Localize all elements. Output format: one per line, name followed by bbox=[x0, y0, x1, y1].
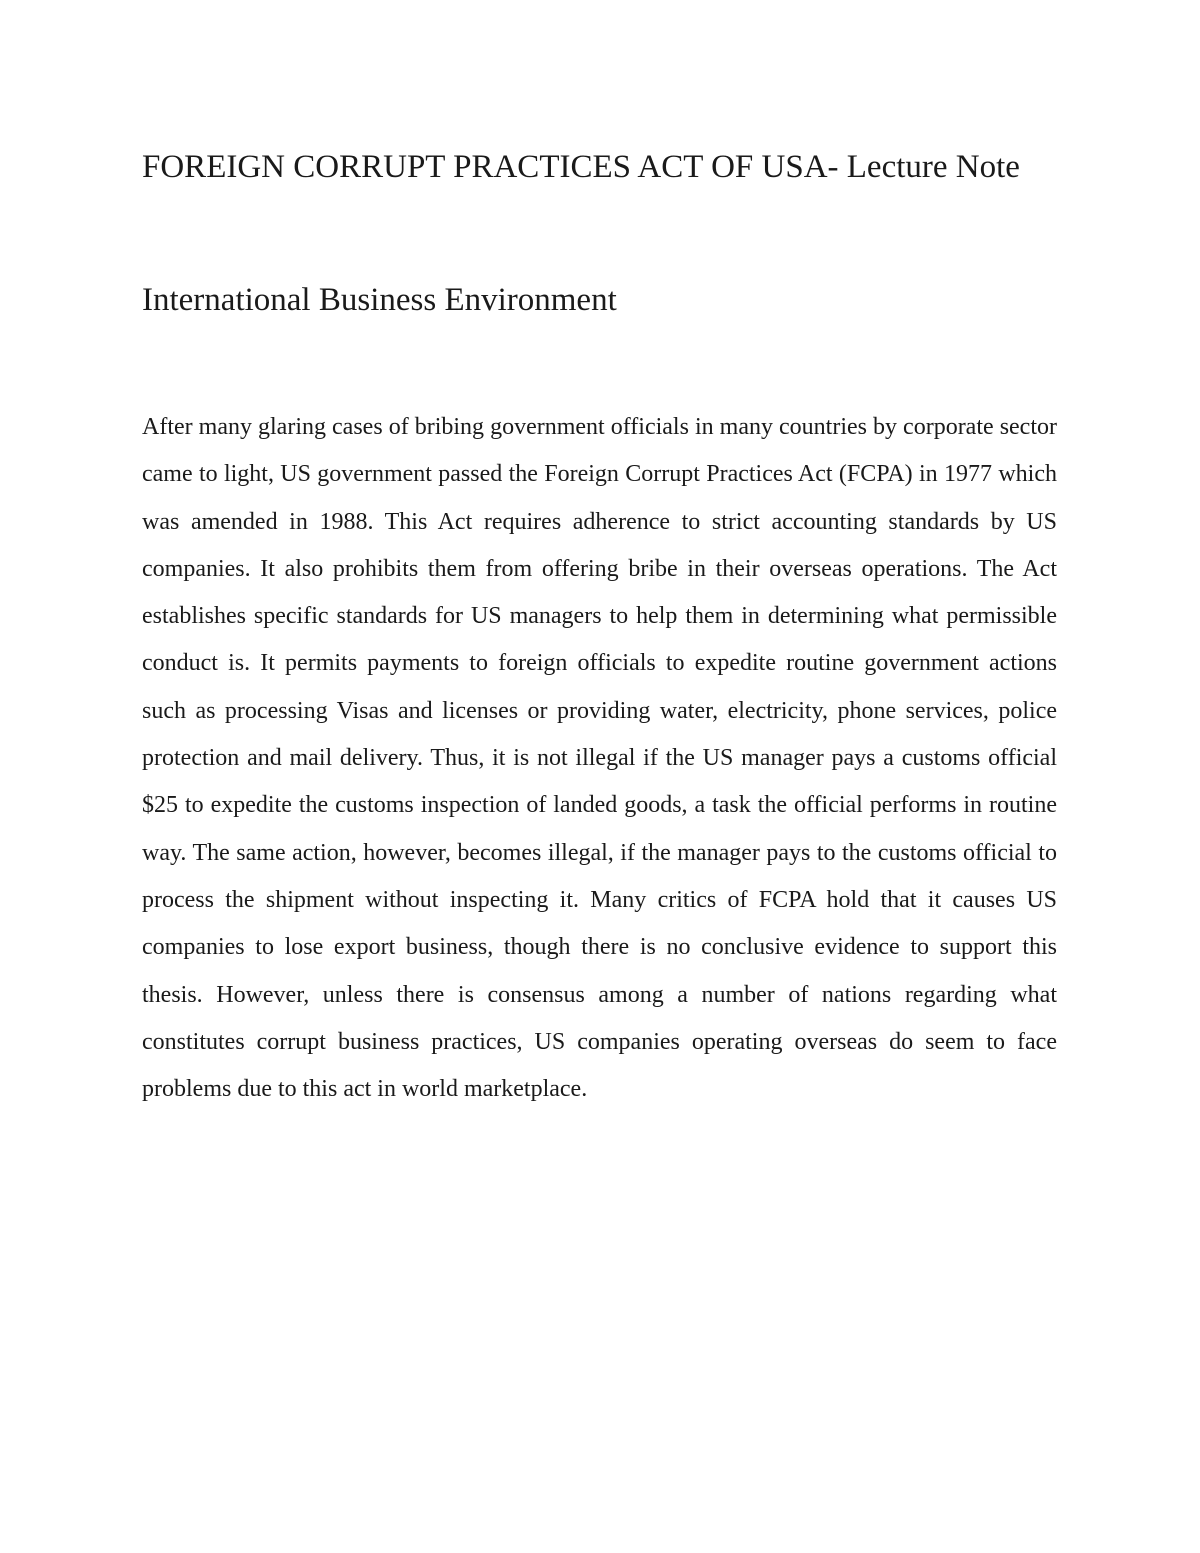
document-subtitle: International Business Environment bbox=[142, 282, 617, 318]
document-title: FOREIGN CORRUPT PRACTICES ACT OF USA- Lecture Note bbox=[142, 149, 1020, 185]
body-paragraph: After many glaring cases of bribing government officials in many countries by corporate sector came to light, US government passed the Foreign Corrupt Practices Act (FCPA) in 1977 which was amended in 1988. This Act requires adherence to strict accounting standards by US companies. It also prohibits them from offering bribe in their overseas operations. The Act establishes specific standards for US managers to help them in determining what permissible conduct is. It permits payments to foreign officials to expedite routine government actions such as processing Visas and licenses or providing water, electricity, phone services, police protection and mail delivery. Thus, it is not illegal if the US manager pays a customs official $25 to expedite the customs inspection of landed goods, a task the official performs in routine way. The same action, however, becomes illegal, if the manager pays to the customs official to process the shipment without inspecting it. Many critics of FCPA hold that it causes US companies to lose export business, though there is no conclusive evidence to support this thesis. However, unless there is consensus among a number of nations regarding what constitutes corrupt business practices, US companies operating overseas do seem to face problems due to this act in world marketplace. bbox=[142, 414, 1057, 1103]
